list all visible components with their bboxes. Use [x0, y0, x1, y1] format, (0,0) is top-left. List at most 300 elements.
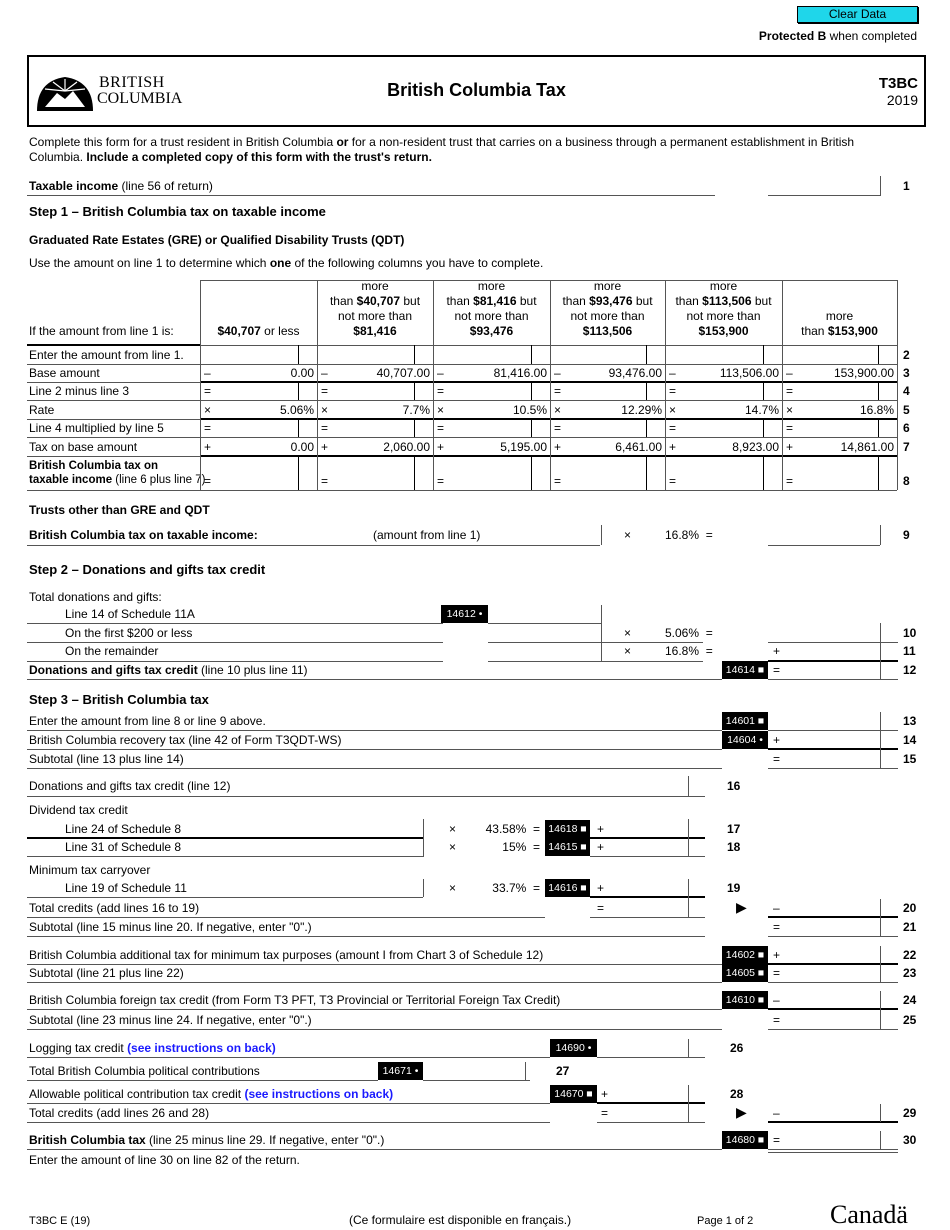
- cents-box[interactable]: [531, 382, 550, 400]
- box-divider: [880, 1104, 881, 1122]
- sched11a-label: Line 14 of Schedule 11A: [65, 607, 195, 621]
- table-cell[interactable]: [665, 345, 782, 364]
- row-underline: [27, 382, 200, 383]
- field-code-badge: 14604 •: [722, 731, 768, 749]
- column-header: $40,707 or less: [217, 324, 300, 338]
- line-number: 17: [727, 822, 741, 836]
- line24-label: British Columbia foreign tax credit (from Form T3 PFT, T3 Provincial or Territorial Foreign Tax Credit): [29, 993, 561, 1007]
- row-label: Rate: [29, 402, 55, 417]
- line9-label: British Columbia tax on taxable income:: [29, 528, 258, 542]
- line-number: 7: [903, 439, 910, 454]
- operator-sign: =: [437, 384, 445, 398]
- operator-sign: =: [437, 421, 445, 435]
- operator-sign: +: [597, 840, 605, 854]
- cell-value: 8,923.00: [732, 439, 779, 454]
- equals-sign: =: [773, 663, 781, 677]
- field-code-badge: 14616 ■: [545, 879, 590, 897]
- underline: [597, 1057, 705, 1058]
- operator-sign: =: [554, 474, 562, 488]
- line-number: 13: [903, 714, 917, 728]
- column-header: more than $93,476 but not more than $113,506: [562, 279, 653, 338]
- line-number: 4: [903, 384, 910, 398]
- operator-sign: =: [773, 752, 781, 766]
- row-label: Base amount: [29, 366, 100, 380]
- line9-sub: (amount from line 1): [373, 528, 481, 542]
- table-cell: [782, 437, 897, 456]
- operator-sign: =: [204, 421, 212, 435]
- times-sign: ×: [624, 626, 632, 640]
- table-cell: [665, 437, 782, 456]
- line-number: 29: [903, 1106, 917, 1120]
- field-code-badge: 14680 ■: [722, 1131, 768, 1149]
- box-divider: [880, 712, 881, 768]
- underline: [27, 982, 722, 983]
- underline: [423, 1080, 530, 1081]
- line13-label: Enter the amount from line 8 or line 9 above.: [29, 714, 266, 728]
- cents-box[interactable]: [646, 456, 665, 490]
- table-right-border: [897, 280, 898, 490]
- cents-box[interactable]: [414, 419, 433, 437]
- cell-value: 12.29%: [621, 402, 662, 417]
- line28-label: Allowable political contribution tax credit (see instructions on back): [29, 1087, 394, 1101]
- line29-label: Total credits (add lines 26 and 28): [29, 1106, 210, 1120]
- table-cell[interactable]: [433, 382, 550, 400]
- table-cell[interactable]: [317, 419, 433, 437]
- operator-sign: +: [204, 439, 212, 454]
- table-cell: [317, 364, 433, 382]
- field-code-badge: 14602 ■: [722, 946, 768, 964]
- box-divider: [423, 879, 424, 897]
- plus-sign: +: [773, 644, 781, 658]
- cell-value: 93,476.00: [608, 366, 662, 380]
- line10-input[interactable]: [768, 642, 898, 643]
- line10-rate: 5.06% =: [665, 626, 713, 640]
- line25-input[interactable]: [768, 1029, 898, 1030]
- table-cell: [665, 364, 782, 382]
- cents-box[interactable]: [763, 345, 782, 364]
- cents-box[interactable]: [878, 456, 897, 490]
- cents-box[interactable]: [763, 456, 782, 490]
- line18-label: Line 31 of Schedule 8: [65, 840, 182, 854]
- operator-sign: –: [773, 1106, 780, 1120]
- field-code-badge: 14612 •: [441, 605, 488, 623]
- line-number: 22: [903, 948, 917, 962]
- table-cell[interactable]: [200, 456, 317, 490]
- cell-value: 5.06%: [279, 402, 314, 417]
- row-underline: [27, 437, 200, 438]
- line1-label: Taxable income (line 56 of return): [29, 179, 213, 193]
- line26-label: Logging tax credit (see instructions on back): [29, 1041, 276, 1055]
- footer-french-note: (Ce formulaire est disponible en français.): [349, 1213, 572, 1227]
- table-first-header: If the amount from line 1 is:: [29, 324, 174, 338]
- footer-form-id: T3BC E (19): [29, 1215, 91, 1227]
- sched11a-input[interactable]: [488, 623, 601, 624]
- field-code-badge: 14618 ■: [545, 820, 590, 838]
- table-cell[interactable]: [665, 382, 782, 400]
- underline: [27, 837, 423, 839]
- table-cell: [782, 364, 897, 382]
- underline: [27, 897, 423, 898]
- column-header: more than $153,900: [801, 309, 878, 338]
- cents-box[interactable]: [414, 456, 433, 490]
- operator-sign: ×: [321, 402, 329, 417]
- cell-value: 0.00: [290, 366, 314, 380]
- cents-box[interactable]: [298, 345, 317, 364]
- cell-value: 14,861.00: [840, 439, 894, 454]
- intro-text: Complete this form for a trust resident in British Columbia or for a non-resident trust that carries on a business through a permanent establishment in British Columbia. Include a completed copy of this form with the trust's return.: [29, 135, 855, 164]
- line-number: 20: [903, 901, 917, 915]
- table-cell[interactable]: [782, 456, 897, 490]
- operator-sign: ×: [437, 402, 445, 417]
- line15-label: Subtotal (line 13 plus line 14): [29, 752, 184, 766]
- operator-sign: ×: [449, 840, 457, 854]
- table-cell: [200, 400, 317, 419]
- table-cell[interactable]: [665, 456, 782, 490]
- line-number: 6: [903, 421, 910, 435]
- line1-input[interactable]: [768, 195, 880, 196]
- operator-sign: –: [773, 993, 780, 1007]
- box-divider: [880, 991, 881, 1029]
- operator-sign: =: [773, 966, 781, 980]
- line11-input[interactable]: [768, 660, 898, 662]
- line-number: 26: [730, 1041, 744, 1055]
- times-sign: ×: [624, 528, 632, 542]
- operator-sign: ×: [669, 402, 677, 417]
- operator-sign: –: [669, 366, 676, 380]
- operator-sign: =: [773, 1133, 781, 1147]
- table-cell: [433, 437, 550, 456]
- line30-label: British Columbia tax (line 25 minus line 29. If negative, enter "0".): [29, 1133, 385, 1147]
- box-divider: [880, 1131, 881, 1149]
- operator-sign: =: [669, 384, 677, 398]
- operator-sign: =: [204, 384, 212, 398]
- row-underline: [27, 419, 200, 420]
- cell-value: 7.7%: [402, 402, 430, 417]
- operator-sign: +: [773, 948, 781, 962]
- table-cell[interactable]: [200, 382, 317, 400]
- operator-sign: =: [554, 421, 562, 435]
- row-label: Line 2 minus line 3: [29, 384, 130, 398]
- arrow-right-icon: ▶: [736, 899, 747, 915]
- underline: [27, 856, 423, 857]
- line-number: 12: [903, 663, 917, 677]
- line-number: 14: [903, 733, 917, 747]
- line27-label: Total British Columbia political contributions: [29, 1064, 260, 1078]
- operator-sign: =: [597, 901, 605, 915]
- underline: [597, 1122, 705, 1123]
- operator-sign: =: [321, 421, 329, 435]
- instructions-link[interactable]: (see instructions on back): [127, 1041, 276, 1055]
- table-cell[interactable]: [550, 345, 665, 364]
- line-number: 10: [903, 626, 917, 640]
- cents-box[interactable]: [531, 419, 550, 437]
- operator-sign: =: [786, 384, 794, 398]
- underline: [27, 730, 722, 731]
- line14-label: British Columbia recovery tax (line 42 of Form T3QDT-WS): [29, 733, 342, 747]
- table-cell[interactable]: [200, 345, 317, 364]
- operator-sign: +: [786, 439, 794, 454]
- underline: [27, 1080, 378, 1081]
- field-code-badge: 14610 ■: [722, 991, 768, 1009]
- line19-rate: 33.7% =: [492, 881, 540, 895]
- operator-sign: –: [773, 901, 780, 915]
- cell-value: 14.7%: [744, 402, 779, 417]
- trusts-other-heading: Trusts other than GRE and QDT: [29, 503, 210, 517]
- line25-label: Subtotal (line 23 minus line 24. If negative, enter "0".): [29, 1013, 312, 1027]
- box-divider: [688, 776, 689, 796]
- arrow-right-icon: ▶: [736, 1104, 747, 1120]
- line10-label: On the first $200 or less: [65, 626, 193, 640]
- field-code-badge: 14605 ■: [722, 964, 768, 982]
- dividend-label: Dividend tax credit: [29, 803, 128, 817]
- table-cell[interactable]: [782, 382, 897, 400]
- line21-input[interactable]: [768, 936, 898, 937]
- line19-label: Line 19 of Schedule 11: [65, 881, 187, 895]
- table-cell[interactable]: [433, 419, 550, 437]
- underline: [27, 1149, 722, 1150]
- cents-box[interactable]: [414, 382, 433, 400]
- line-number: 27: [556, 1064, 570, 1078]
- line-number: 19: [727, 881, 741, 895]
- row-underline: [27, 490, 200, 491]
- operator-sign: +: [597, 822, 605, 836]
- cell-value: 81,416.00: [493, 366, 547, 380]
- line23-input[interactable]: [768, 982, 898, 983]
- operator-sign: =: [321, 474, 329, 488]
- underline: [27, 1029, 722, 1030]
- underline: [27, 964, 722, 965]
- row-label: Enter the amount from line 1.: [29, 347, 184, 362]
- canada-wordmark: Canadä: [830, 1200, 908, 1229]
- operator-sign: =: [669, 421, 677, 435]
- form-code: T3BC: [878, 75, 918, 92]
- minimum-tax-carryover-label: Minimum tax carryover: [29, 863, 151, 877]
- operator-sign: ×: [554, 402, 562, 417]
- cents-box[interactable]: [763, 419, 782, 437]
- operator-sign: =: [786, 474, 794, 488]
- underline: [27, 1103, 550, 1104]
- logo-text-columbia: COLUMBIA: [97, 90, 183, 107]
- operator-sign: +: [669, 439, 677, 454]
- line-number: 25: [903, 1013, 917, 1027]
- table-cell: [200, 364, 317, 382]
- cell-value: 40,707.00: [376, 366, 430, 380]
- operator-sign: +: [321, 439, 329, 454]
- cell-value: 153,900.00: [833, 366, 894, 380]
- cell-value: 10.5%: [512, 402, 547, 417]
- line22-label: British Columbia additional tax for minimum tax purposes (amount I from Chart 3 of Schedule 12): [29, 948, 544, 962]
- form-title: British Columbia Tax: [387, 80, 566, 100]
- gre-heading: Graduated Rate Estates (GRE) or Qualified Disability Trusts (QDT): [29, 233, 405, 247]
- cents-box[interactable]: [298, 419, 317, 437]
- table-cell[interactable]: [317, 382, 433, 400]
- field-code-badge: 14601 ■: [722, 712, 768, 730]
- line-number: 23: [903, 966, 917, 980]
- line9-rate: 16.8% =: [665, 528, 713, 542]
- cents-box[interactable]: [531, 345, 550, 364]
- table-cell[interactable]: [317, 345, 433, 364]
- step3-heading: Step 3 – British Columbia tax: [29, 692, 209, 707]
- final-note: Enter the amount of line 30 on line 82 of the return.: [29, 1153, 300, 1167]
- row-underline: [27, 456, 200, 457]
- header-box: [27, 55, 926, 127]
- line15-input[interactable]: [768, 768, 898, 769]
- table-cell[interactable]: [550, 419, 665, 437]
- box-divider: [880, 946, 881, 982]
- line9-input[interactable]: [768, 545, 880, 546]
- underline: [590, 917, 705, 918]
- cell-value: 2,060.00: [383, 439, 430, 454]
- underline: [27, 1057, 550, 1058]
- table-cell: [782, 400, 897, 419]
- field-code-badge: 14614 ■: [722, 661, 768, 679]
- logo-text-british: BRITISH: [99, 74, 165, 91]
- table-cell[interactable]: [433, 456, 550, 490]
- line-number: 5: [903, 402, 910, 417]
- operator-sign: +: [601, 1087, 609, 1101]
- table-cell[interactable]: [550, 382, 665, 400]
- cents-box[interactable]: [298, 382, 317, 400]
- line-number: 30: [903, 1133, 917, 1147]
- instructions-link[interactable]: (see instructions on back): [244, 1087, 394, 1101]
- table-cell: [433, 364, 550, 382]
- row-underline: [27, 364, 200, 365]
- line14-input[interactable]: [768, 748, 898, 750]
- operator-sign: =: [773, 920, 781, 934]
- row-label: Tax on base amount: [29, 439, 138, 454]
- cents-box[interactable]: [531, 456, 550, 490]
- table-cell: [665, 400, 782, 419]
- cell-value: 113,506.00: [719, 366, 779, 380]
- operator-sign: –: [554, 366, 561, 380]
- row-label: British Columbia tax on taxable income (line 6 plus line 7): [29, 460, 206, 486]
- table-cell: [317, 400, 433, 419]
- cents-box[interactable]: [298, 456, 317, 490]
- line17-rate: 43.58% =: [485, 822, 540, 836]
- line-number: 21: [903, 920, 917, 934]
- step1-instruction: Use the amount on line 1 to determine which one of the following columns you have to complete.: [29, 256, 544, 270]
- row-underline: [27, 400, 200, 401]
- cell-value: 0.00: [290, 439, 314, 454]
- underline: [27, 768, 722, 769]
- times-sign: ×: [624, 644, 632, 658]
- table-cell: [550, 400, 665, 419]
- row-divider: [200, 490, 897, 491]
- field-code-badge: 14615 ■: [545, 838, 590, 856]
- box-divider: [688, 1039, 689, 1057]
- operator-sign: =: [204, 474, 212, 488]
- line20-label: Total credits (add lines 16 to 19): [29, 901, 200, 915]
- cents-box[interactable]: [646, 419, 665, 437]
- table-cell: [550, 364, 665, 382]
- operator-sign: =: [601, 1106, 609, 1120]
- cents-box[interactable]: [646, 382, 665, 400]
- column-header: more than $113,506 but not more than $153,900: [675, 279, 772, 338]
- operator-sign: =: [773, 1013, 781, 1027]
- operator-sign: =: [437, 474, 445, 488]
- cents-box[interactable]: [646, 345, 665, 364]
- table-cell: [200, 437, 317, 456]
- operator-sign: =: [669, 474, 677, 488]
- footer-page-number: Page 1 of 2: [697, 1215, 754, 1227]
- line-number: 28: [730, 1087, 744, 1101]
- table-cell[interactable]: [665, 419, 782, 437]
- cell-value: 6,461.00: [615, 439, 662, 454]
- underline: [27, 936, 705, 937]
- box-divider: [688, 819, 689, 857]
- table-cell: [550, 437, 665, 456]
- line20-input[interactable]: [768, 916, 898, 918]
- operator-sign: =: [554, 384, 562, 398]
- underline: [768, 1152, 898, 1153]
- line11-label: On the remainder: [65, 644, 159, 658]
- operator-sign: ×: [786, 402, 794, 417]
- underline: [27, 1122, 550, 1123]
- table-cell[interactable]: [550, 456, 665, 490]
- step2-heading: Step 2 – Donations and gifts tax credit: [29, 562, 266, 577]
- line22-input[interactable]: [768, 963, 898, 965]
- line30-input[interactable]: [768, 1149, 898, 1150]
- column-header: more than $81,416 but not more than $93,476: [446, 279, 537, 338]
- operator-sign: +: [554, 439, 562, 454]
- underline: [27, 749, 722, 750]
- line17-label: Line 24 of Schedule 8: [65, 822, 182, 836]
- line11-rate: 16.8% =: [665, 644, 713, 658]
- cents-box[interactable]: [878, 382, 897, 400]
- line-number: 16: [727, 779, 741, 793]
- table-cell[interactable]: [317, 456, 433, 490]
- line13-input[interactable]: [768, 730, 898, 731]
- row-label: Line 4 multiplied by line 5: [29, 421, 164, 435]
- line21-label: Subtotal (line 15 minus line 20. If negative, enter "0".): [29, 920, 312, 934]
- clear-data-button[interactable]: Clear Data: [797, 6, 918, 23]
- column-header: more than $40,707 but not more than $81,416: [329, 279, 421, 338]
- field-code-badge: 14671 •: [378, 1062, 423, 1080]
- line29-input[interactable]: [768, 1121, 898, 1123]
- table-cell[interactable]: [782, 345, 897, 364]
- line-number: 1: [903, 179, 910, 193]
- cents-box[interactable]: [878, 345, 897, 364]
- line18-rate: 15% =: [502, 840, 540, 854]
- underline: [27, 1009, 722, 1010]
- table-cell[interactable]: [433, 345, 550, 364]
- operator-sign: –: [321, 366, 328, 380]
- line-number: 9: [903, 528, 910, 542]
- cents-box[interactable]: [878, 419, 897, 437]
- cents-box[interactable]: [414, 345, 433, 364]
- table-cell: [317, 437, 433, 456]
- field-code-badge: 14670 ■: [550, 1085, 597, 1103]
- operator-sign: +: [597, 881, 605, 895]
- line-number: 24: [903, 993, 917, 1007]
- line-number: 2: [903, 347, 910, 362]
- box-divider: [423, 819, 424, 857]
- underline: [27, 917, 545, 918]
- line12-label: Donations and gifts tax credit (line 10 plus line 11): [29, 663, 308, 677]
- operator-sign: +: [773, 733, 781, 747]
- line24-input[interactable]: [768, 1008, 898, 1010]
- cents-box[interactable]: [763, 382, 782, 400]
- table-cell[interactable]: [200, 419, 317, 437]
- table-cell[interactable]: [782, 419, 897, 437]
- line-number: 18: [727, 840, 741, 854]
- header-underline: [27, 344, 200, 346]
- cell-value: 5,195.00: [500, 439, 547, 454]
- total-donations-label: Total donations and gifts:: [29, 590, 162, 604]
- line12-input[interactable]: [768, 679, 898, 680]
- operator-sign: –: [204, 366, 211, 380]
- form-year: 2019: [886, 92, 918, 108]
